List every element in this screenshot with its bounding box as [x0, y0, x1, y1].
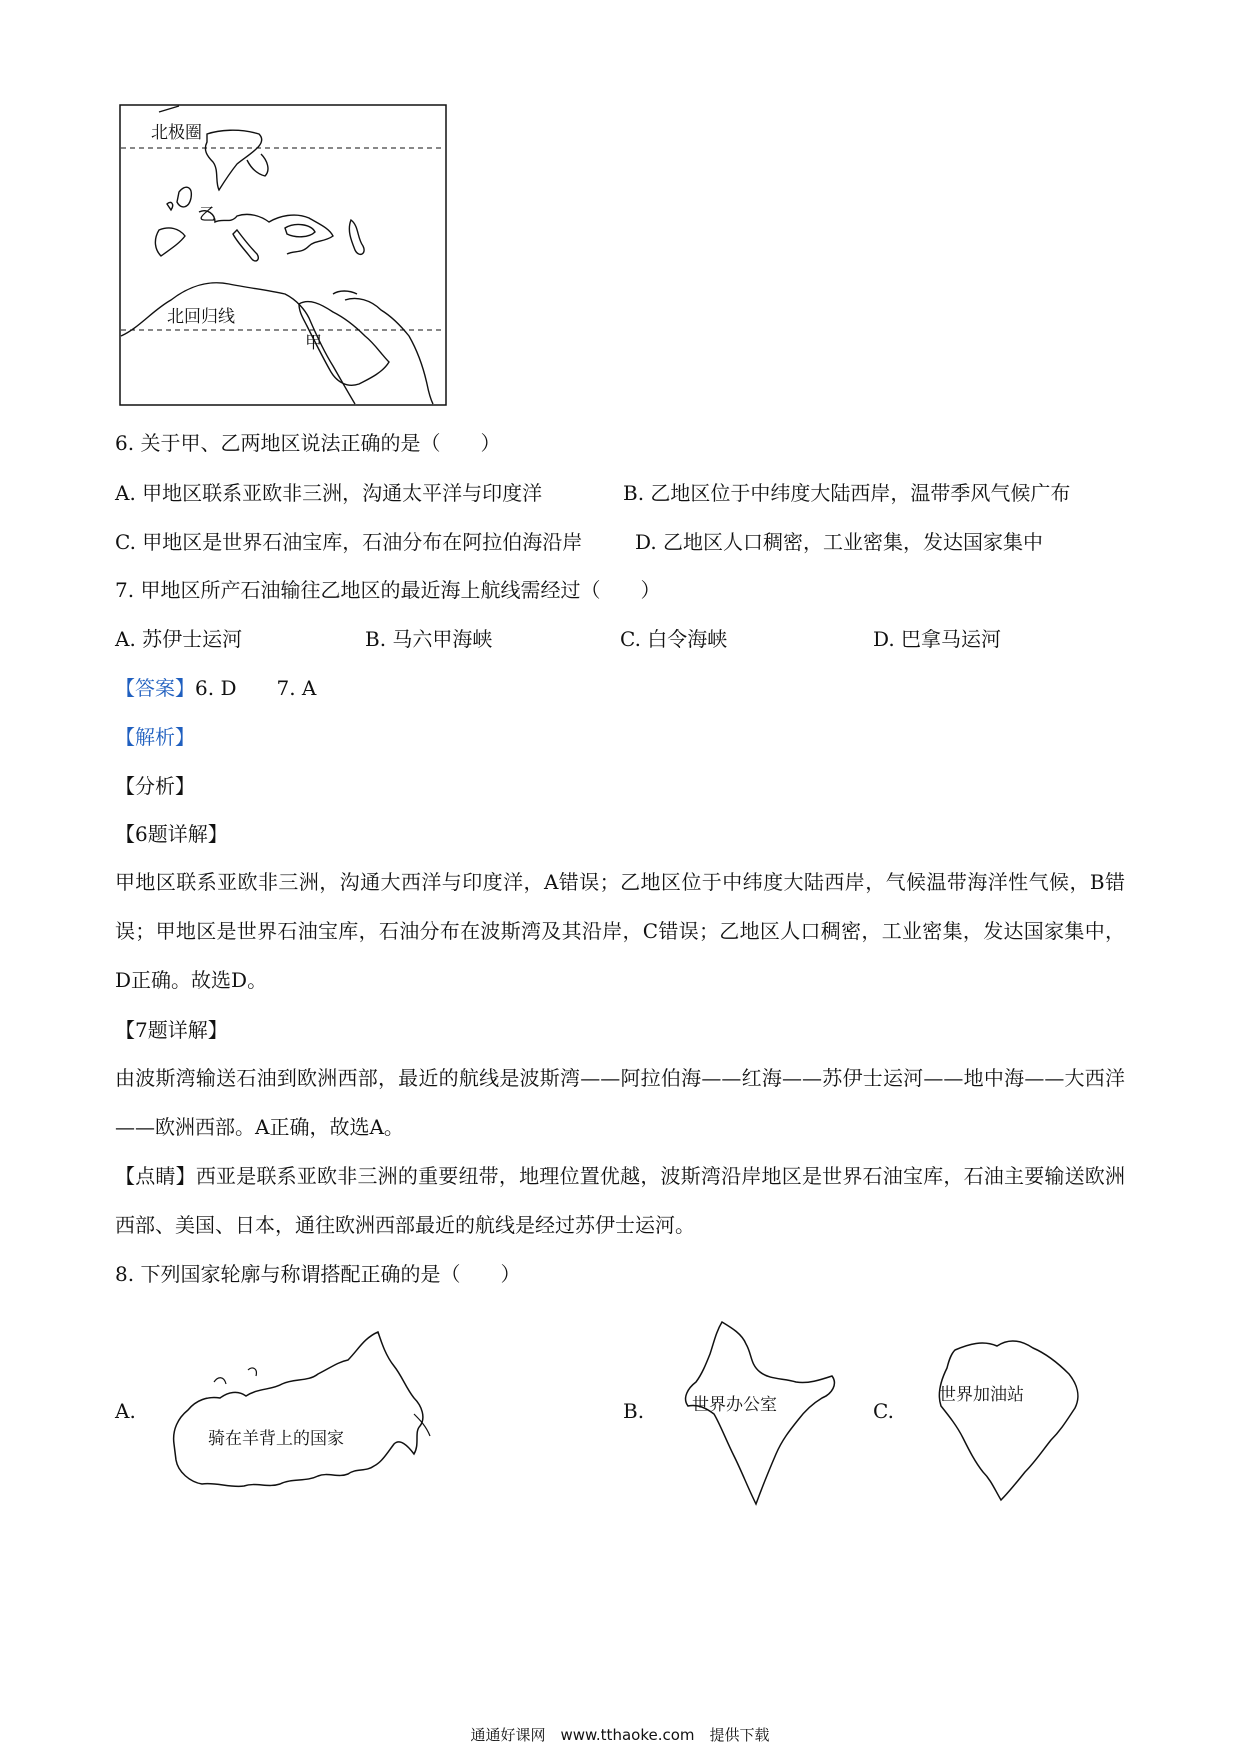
- detail7-text: 由波斯湾输送石油到欧洲西部，最近的航线是波斯湾——阿拉伯海——红海——苏伊士运河——地中海——大西洋——欧洲西部。A正确，故选A。: [115, 1066, 1125, 1139]
- q8-option-b-letter: B.: [623, 1399, 645, 1423]
- dianjing-text: 西亚是联系亚欧非三洲的重要纽带，地理位置优越，波斯湾沿岸地区是世界石油宝库，石油主要输送欧洲西部、美国、日本，通往欧洲西部最近的航线是经过苏伊士运河。: [115, 1164, 1126, 1237]
- india-outline-figure: [672, 1318, 842, 1508]
- q8-stem: 8. 下列国家轮廓与称谓搭配正确的是（ ）: [115, 1262, 521, 1286]
- q6-option-d: D. 乙地区人口稠密，工业密集，发达国家集中: [635, 530, 1044, 554]
- answer-line: [115, 675, 316, 701]
- q7-option-c: C. 白令海峡: [620, 627, 728, 651]
- q6-option-c: C. 甲地区是世界石油宝库，石油分布在阿拉伯海沿岸: [115, 530, 583, 554]
- q8-option-c-label: 世界加油站: [939, 1385, 1024, 1405]
- russia-outline-figure: [168, 1326, 440, 1494]
- q8-option-c-letter: C.: [873, 1399, 894, 1423]
- q7-option-a: A. 苏伊士运河: [115, 627, 243, 651]
- analysis-label: 【解析】: [115, 725, 195, 749]
- russia-outline: [174, 1332, 423, 1486]
- q6-option-b: B. 乙地区位于中纬度大陆西岸，温带季风气候广布: [623, 481, 1071, 505]
- answer-label: 【答案】: [115, 676, 195, 700]
- brazil-outline: [939, 1341, 1077, 1500]
- q7-option-d: D. 巴拿马运河: [873, 627, 1002, 651]
- q7-option-b: B. 马六甲海峡: [365, 627, 493, 651]
- dianjing-paragraph: [115, 1152, 1125, 1250]
- brazil-outline-figure: [935, 1334, 1085, 1504]
- page-footer: 通通好课网 www.tthaoke.com 提供下载: [470, 1726, 770, 1744]
- region-yi-label: 乙: [199, 205, 216, 225]
- q8-option-a-letter: A.: [115, 1399, 136, 1423]
- detail6-text: 甲地区联系亚欧非三洲，沟通大西洋与印度洋，A错误；乙地区位于中纬度大陆西岸，气候温带海洋性气候，B错误；甲地区是世界石油宝库，石油分布在波斯湾及其沿岸，C错误；乙地区人口稠密，工业密集，发达国家集中，D正确。故选D。: [115, 870, 1125, 992]
- q8-option-b-label: 世界办公室: [692, 1395, 777, 1415]
- detail6-label: 【6题详解】: [115, 822, 228, 846]
- region-jia-label: 甲: [305, 333, 322, 353]
- q8-option-a-label: 骑在羊背上的国家: [208, 1429, 344, 1449]
- q6-option-a: A. 甲地区联系亚欧非三洲，沟通太平洋与印度洋: [115, 481, 543, 505]
- fenxi-label: 【分析】: [115, 774, 195, 798]
- detail7-label: 【7题详解】: [115, 1018, 228, 1042]
- map-figure: [119, 104, 447, 406]
- q6-stem: 6. 关于甲、乙两地区说法正确的是（ ）: [115, 431, 501, 455]
- dianjing-label: 【点睛】: [115, 1164, 196, 1188]
- answer-text: 6. D 7. A: [195, 676, 317, 700]
- q7-stem: 7. 甲地区所产石油输往乙地区的最近海上航线需经过（ ）: [115, 578, 661, 602]
- tropic-label: 北回归线: [167, 307, 235, 327]
- arctic-circle-label: 北极圈: [151, 123, 202, 143]
